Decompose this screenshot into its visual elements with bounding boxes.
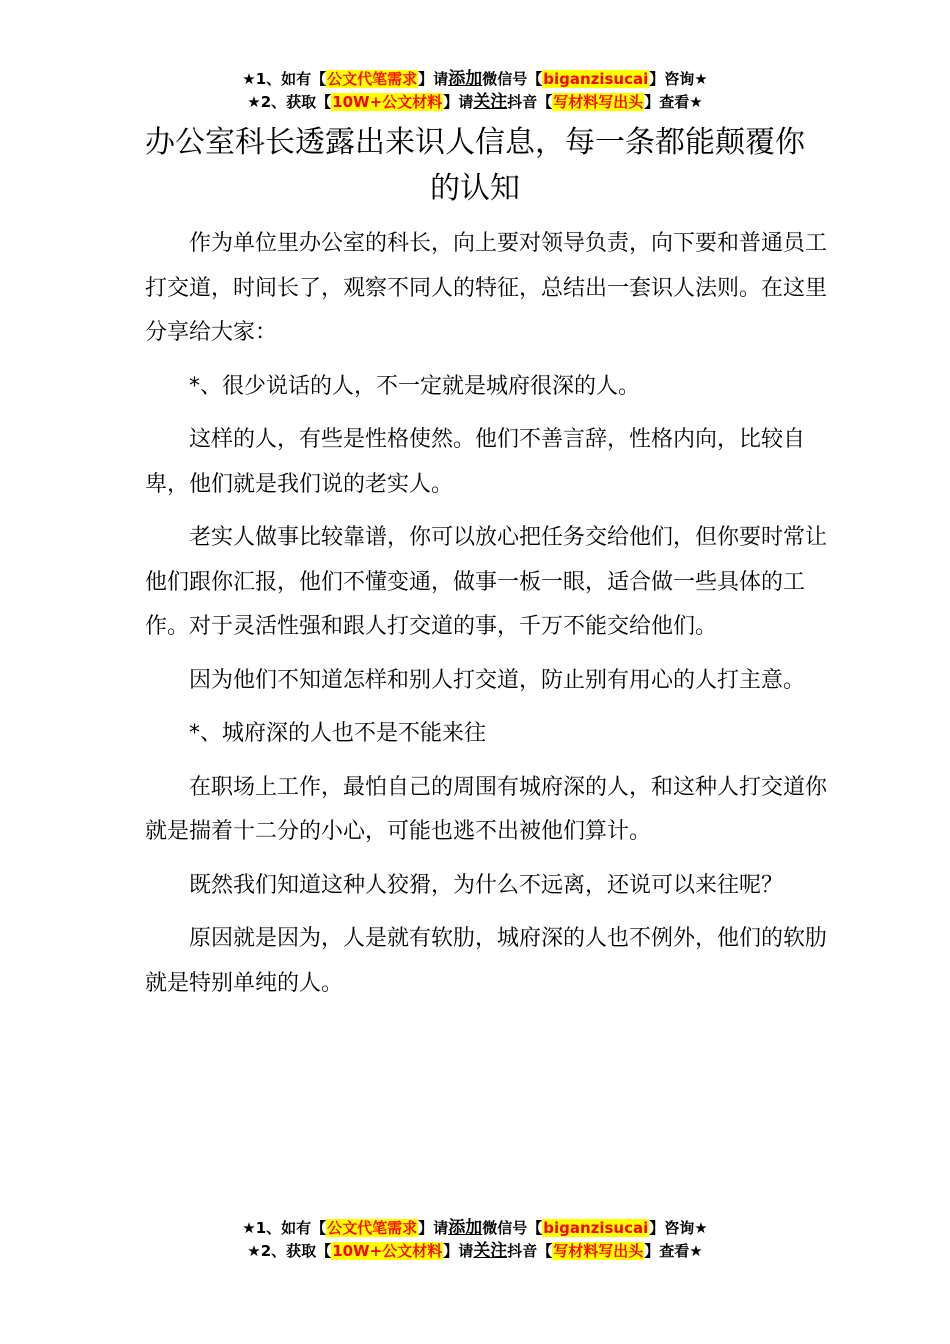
banner-line-1: ★1、如有【公文代笔需求】请添加微信号【biganzisucai】咨询★ — [242, 69, 708, 89]
paragraph: 在职场上工作，最怕自己的周围有城府深的人，和这种人打交道你就是揣着十二分的小心，可能也逃不出被他们算计。 — [145, 774, 828, 844]
paragraph: 原因就是因为，人是就有软肋，城府深的人也不例外，他们的软肋就是特别单纯的人。 — [145, 926, 828, 996]
section-heading: *、很少说话的人，不一定就是城府很深的人。 — [189, 373, 641, 399]
highlight-service: 公文代笔需求 — [327, 70, 418, 88]
article-body — [145, 222, 835, 1015]
paragraph: 作为单位里办公室的科长，向上要对领导负责，向下要和普通员工打交道，时间长了，观察不同人的特征，总结出一套识人法则。在这里分享给大家： — [145, 231, 828, 345]
highlight-wechat-id: biganzisucai — [543, 1219, 649, 1237]
highlight-wechat-id: biganzisucai — [543, 70, 649, 88]
banner-line-1: ★1、如有【公文代笔需求】请添加微信号【biganzisucai】咨询★ — [242, 1218, 708, 1238]
banner-line-2: ★2、获取【10W+公文材料】请关注抖音【写材料写出头】查看★ — [247, 1241, 703, 1261]
header-banner — [0, 68, 950, 114]
highlight-materials: 10W+公文材料 — [332, 1242, 443, 1260]
section-heading: *、城府深的人也不是不能来往 — [189, 721, 487, 746]
paragraph: 这样的人，有些是性格使然。他们不善言辞，性格内向，比较自卑，他们就是我们说的老实人。 — [145, 427, 806, 497]
highlight-douyin: 写材料写出头 — [553, 93, 644, 111]
paragraph: 因为他们不知道怎样和别人打交道，防止别有用心的人打主意。 — [189, 667, 806, 693]
banner-line-2: ★2、获取【10W+公文材料】请关注抖音【写材料写出头】查看★ — [247, 92, 703, 112]
paragraph: 既然我们知道这种人狡猾，为什么不远离，还说可以来往呢？ — [189, 872, 784, 898]
footer-banner — [0, 1217, 950, 1263]
highlight-douyin: 写材料写出头 — [553, 1242, 644, 1260]
highlight-service: 公文代笔需求 — [327, 1219, 418, 1237]
highlight-materials: 10W+公文材料 — [332, 93, 443, 111]
page-title: 办公室科长透露出来识人信息，每一条都能颠覆你的认知 — [145, 125, 805, 206]
paragraph: 老实人做事比较靠谱，你可以放心把任务交给他们，但你要时常让他们跟你汇报，他们不懂变通，做事一板一眼，适合做一些具体的工作。对于灵活性强和跟人打交道的事，千万不能交给他们。 — [145, 525, 828, 639]
